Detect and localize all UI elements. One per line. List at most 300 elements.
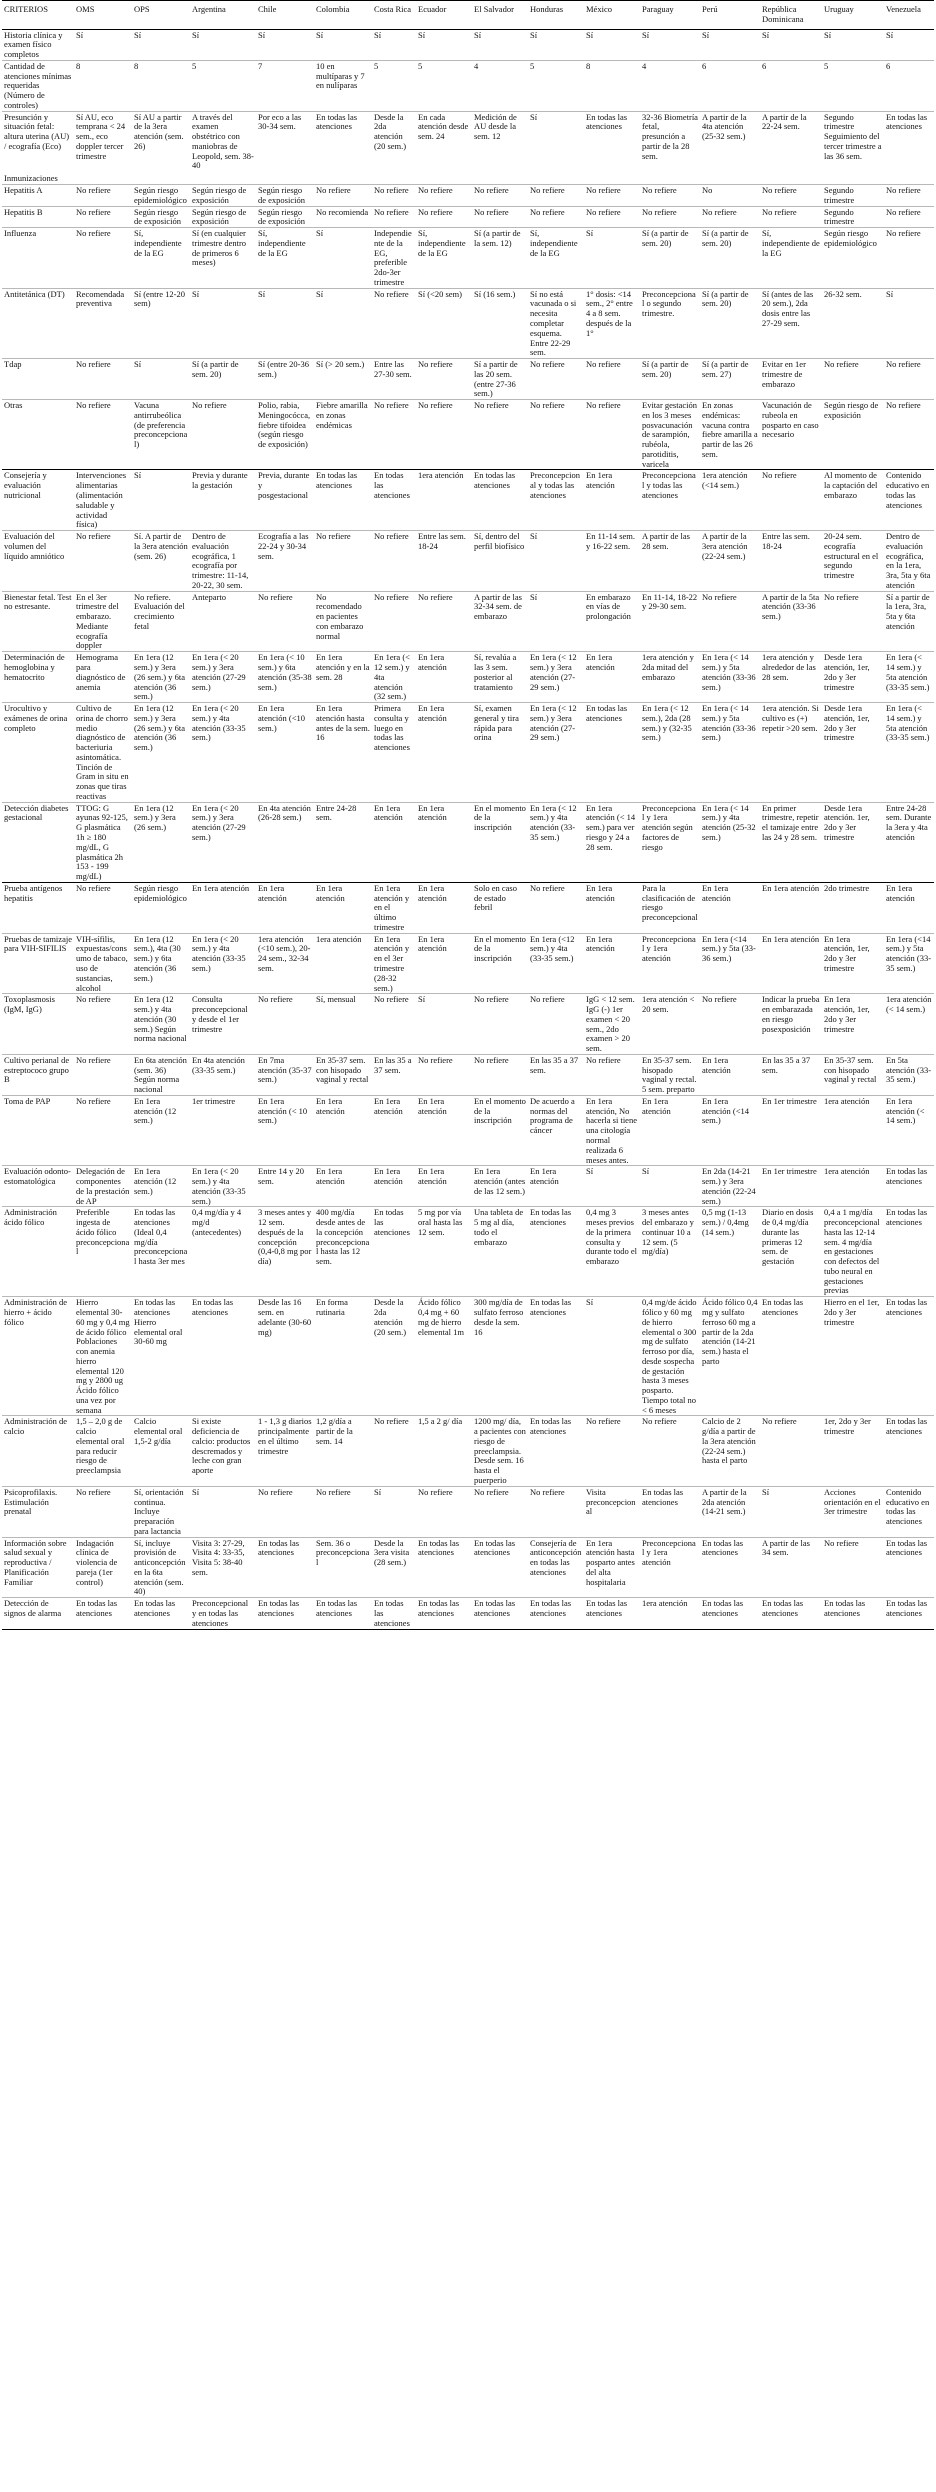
table-row — [2, 228, 934, 289]
value-cell: En 1era atención (12 sem.) — [132, 1166, 190, 1207]
value-cell: En todas las atenciones — [132, 1598, 190, 1629]
value-cell: Medición de AU desde la sem. 12 — [472, 111, 528, 171]
value-cell: Sí — [760, 1486, 822, 1537]
value-cell: Sí — [314, 29, 372, 60]
value-cell: En todas las atenciones — [760, 1297, 822, 1416]
criterion-cell: Urocultivo y exámenes de orina completo — [2, 703, 74, 803]
value-cell: No refiere — [640, 1416, 700, 1486]
value-cell: En 1era (<12 sem.) y 4ta (33-35 sem.) — [528, 933, 584, 994]
table-row — [2, 111, 934, 171]
value-cell: De acuerdo a normas del programa de cáncer — [528, 1095, 584, 1165]
value-cell: 4 — [472, 60, 528, 111]
value-cell: Sí — [190, 288, 256, 358]
column-header: Chile — [256, 1, 314, 30]
value-cell: No refiere — [416, 185, 472, 207]
value-cell: En todas las atenciones — [528, 1297, 584, 1416]
value-cell: Sí — [416, 994, 472, 1055]
value-cell: Sí — [256, 29, 314, 60]
value-cell: No refiere — [472, 206, 528, 228]
value-cell: 4 — [640, 60, 700, 111]
value-cell: 1° dosis: <14 sem., 2° entre 4 a 8 sem. después de la 1° — [584, 288, 640, 358]
value-cell: Según riesgo epidemiológico — [132, 882, 190, 933]
value-cell: En 1era atención (< 10 sem.) — [256, 1095, 314, 1165]
value-cell: Visita 3: 27-29, Visita 4: 33-35, Visita 5: 38-40 sem. — [190, 1537, 256, 1598]
criterion-cell: Determinación de hemoglobina y hematocrito — [2, 652, 74, 703]
value-cell: 1,2 g/día a partir de la sem. 14 — [314, 1416, 372, 1486]
value-cell: En 1era atención — [256, 882, 314, 933]
value-cell: 1,5 a 2 g/ día — [416, 1416, 472, 1486]
value-cell — [822, 171, 884, 184]
value-cell: 1era atención (< 14 sem.) — [884, 994, 934, 1055]
value-cell: No refiere — [74, 185, 132, 207]
value-cell: IgG < 12 sem. IgG (-) 1er examen < 20 sem., 2do examen > 20 sem. — [584, 994, 640, 1055]
value-cell: Desde 1era atención. 1er, 2do y 3er trimestre — [822, 802, 884, 882]
value-cell: En todas las atenciones — [584, 1598, 640, 1629]
value-cell: No refiere — [884, 400, 934, 470]
value-cell: Independiente de la EG, preferible 2do-3er trimestre — [372, 228, 416, 289]
value-cell: En 1era atención, No hacerla si tiene una citología normal realizada 6 meses antes. — [584, 1095, 640, 1165]
value-cell: Sí — [132, 29, 190, 60]
criterion-cell: Hepatitis A — [2, 185, 74, 207]
value-cell: 20-24 sem. ecografía estructural en el segundo trimestre — [822, 531, 884, 592]
value-cell: Sí — [584, 1166, 640, 1207]
criterion-cell: Presunción y situación fetal: altura uterina (AU) / ecografía (Eco) — [2, 111, 74, 171]
value-cell: En todas las atenciones (Ideal 0,4 mg/día preconcepcional hasta 3er mes — [132, 1207, 190, 1297]
table-row — [2, 1054, 934, 1095]
value-cell: No refiere — [472, 994, 528, 1055]
column-header: El Salvador — [472, 1, 528, 30]
value-cell: Consejería de anticoncepción en todas las atenciones — [528, 1537, 584, 1598]
value-cell: A partir de las 28 sem. — [640, 531, 700, 592]
value-cell: No refiere — [584, 1416, 640, 1486]
value-cell: En 1era atención — [640, 1095, 700, 1165]
value-cell: En todas las atenciones — [884, 1598, 934, 1629]
value-cell: En 1era atención — [416, 652, 472, 703]
value-cell: Sí, independiente de la EG — [256, 228, 314, 289]
value-cell: Según riesgo de exposición — [822, 400, 884, 470]
value-cell: En todas las atenciones — [884, 111, 934, 171]
value-cell: En 1era atención hasta antes de la sem. 16 — [314, 703, 372, 803]
value-cell: En 1era atención — [584, 470, 640, 531]
column-header: OMS — [74, 1, 132, 30]
table-row — [2, 1598, 934, 1629]
table-row — [2, 591, 934, 652]
value-cell: No refiere — [528, 400, 584, 470]
value-cell: Delegación de componentes de la prestación de AP — [74, 1166, 132, 1207]
value-cell: En todas las atenciones — [314, 1598, 372, 1629]
value-cell: En todas las atenciones — [472, 470, 528, 531]
value-cell: Vacunación de rubeola en posparto en caso necesario — [760, 400, 822, 470]
value-cell: En 1era (< 14 sem.) y 4ta atención (25-32 sem.) — [700, 802, 760, 882]
table-row — [2, 882, 934, 933]
value-cell: No refiere — [74, 1054, 132, 1095]
value-cell: Preconcepcional y 1era atención según factores de riesgo — [640, 802, 700, 882]
value-cell: 8 — [74, 60, 132, 111]
value-cell: Sí — [190, 29, 256, 60]
value-cell: No refiere — [416, 206, 472, 228]
value-cell: Sí a partir de las 20 sem. (entre 27-36 sem.) — [472, 359, 528, 400]
value-cell: A través del examen obstétrico con maniobras de Leopold, sem. 38- 40 — [190, 111, 256, 171]
value-cell: Una tableta de 5 mg al día, todo el embarazo — [472, 1207, 528, 1297]
value-cell: Según riesgo de exposición — [256, 185, 314, 207]
value-cell: Sí — [884, 288, 934, 358]
criterion-cell: Otras — [2, 400, 74, 470]
value-cell: En 4ta atención (26-28 sem.) — [256, 802, 314, 882]
value-cell: En todas las atenciones — [372, 1207, 416, 1297]
column-header: Uruguay — [822, 1, 884, 30]
value-cell: En todas las atenciones — [884, 1207, 934, 1297]
value-cell: Sí AU, eco temprana < 24 sem., eco doppler tercer trimestre — [74, 111, 132, 171]
value-cell: No refiere — [314, 531, 372, 592]
table-row — [2, 1537, 934, 1598]
value-cell: No refiere — [256, 994, 314, 1055]
criterion-cell: Historia clínica y examen físico completos — [2, 29, 74, 60]
value-cell: Sí (a partir de sem. 27) — [700, 359, 760, 400]
column-header: Argentina — [190, 1, 256, 30]
value-cell — [132, 171, 190, 184]
value-cell: En todas las atenciones — [884, 1537, 934, 1598]
criterion-cell: Administración de hierro + ácido fólico — [2, 1297, 74, 1416]
value-cell: En 1era (12 sem.) y 3era (26 sem.) y 6ta atención (36 sem.) — [132, 652, 190, 703]
value-cell: En 1era atención (< 14 sem.) para ver riesgo y 24 a 28 sem. — [584, 802, 640, 882]
value-cell: No refiere — [884, 359, 934, 400]
value-cell: Primera consulta y luego en todas las atenciones — [372, 703, 416, 803]
value-cell: Sí (16 sem.) — [472, 288, 528, 358]
table-row — [2, 1486, 934, 1537]
value-cell: 5 — [190, 60, 256, 111]
value-cell: En primer trimestre, repetir el tamizaje entre las 24 y 28 sem. — [760, 802, 822, 882]
value-cell — [700, 171, 760, 184]
value-cell: En 1era atención — [700, 882, 760, 933]
value-cell: 5 — [528, 60, 584, 111]
prenatal-care-criteria-table — [2, 0, 934, 1630]
value-cell: En 1era (< 20 sem.) y 3era atención (27-29 sem.) — [190, 802, 256, 882]
value-cell: En 1era atención y en el 3er trimestre (28-32 sem.) — [372, 933, 416, 994]
value-cell: Fiebre amarilla en zonas endémicas — [314, 400, 372, 470]
value-cell: Segundo trimestre Seguimiento del tercer trimestre a las 36 sem. — [822, 111, 884, 171]
value-cell: Sí — [584, 1297, 640, 1416]
value-cell: No refiere. Evaluación del crecimiento fetal — [132, 591, 190, 652]
value-cell: Preconcepcional y todas las atenciones — [528, 470, 584, 531]
value-cell: Sí (> 20 sem.) — [314, 359, 372, 400]
value-cell: En todas las atenciones Hierro elemental oral 30-60 mg — [132, 1297, 190, 1416]
value-cell: No refiere — [760, 470, 822, 531]
value-cell: No refiere — [190, 400, 256, 470]
value-cell: En todas las atenciones — [640, 1486, 700, 1537]
value-cell: En embarazo en vías de prolongación — [584, 591, 640, 652]
value-cell: En 1era atención — [416, 933, 472, 994]
value-cell: En 1era atención — [314, 1166, 372, 1207]
value-cell: 1 - 1,3 g diarios principalmente en el último trimestre — [256, 1416, 314, 1486]
table-row — [2, 185, 934, 207]
criterion-cell: Detección de signos de alarma — [2, 1598, 74, 1629]
value-cell: Según riesgo de exposición — [256, 206, 314, 228]
value-cell: Sí — [528, 111, 584, 171]
value-cell: En 1era (< 12 sem.), 2da (28 sem.) y (32-35 sem.) — [640, 703, 700, 803]
value-cell: Evitar en 1er trimestre de embarazo — [760, 359, 822, 400]
criterion-cell: Toxoplasmosis (IgM, IgG) — [2, 994, 74, 1055]
value-cell — [528, 171, 584, 184]
value-cell: Entre 24-28 sem. Durante la 3era y 4ta atención — [884, 802, 934, 882]
value-cell: En 1era (< 12 sem.) y 4ta atención (33-35 sem.) — [528, 802, 584, 882]
value-cell: No refiere — [528, 1486, 584, 1537]
table-row — [2, 60, 934, 111]
value-cell: En 1era atención — [372, 1095, 416, 1165]
value-cell: No refiere — [584, 206, 640, 228]
value-cell: No refiere — [256, 1486, 314, 1537]
value-cell: En 1era atención, 1er, 2do y 3er trimestre — [822, 933, 884, 994]
value-cell: En 1era atención — [416, 1166, 472, 1207]
value-cell — [884, 171, 934, 184]
table-row — [2, 531, 934, 592]
value-cell: Sí (entre 12-20 sem) — [132, 288, 190, 358]
value-cell: Sí, revalúa a las 3 sem. posterior al tratamiento — [472, 652, 528, 703]
criterion-cell: Hepatitis B — [2, 206, 74, 228]
value-cell: No refiere — [584, 400, 640, 470]
value-cell: Sí, dentro del perfil biofísico — [472, 531, 528, 592]
value-cell: 5 — [372, 60, 416, 111]
value-cell: 6 — [700, 60, 760, 111]
value-cell: En todas las atenciones — [528, 1416, 584, 1486]
value-cell: Intervenciones alimentarias (alimentación saludable y actividad física) — [74, 470, 132, 531]
value-cell: 1era atención — [822, 1095, 884, 1165]
value-cell: En 1er trimestre — [760, 1095, 822, 1165]
table-row — [2, 1207, 934, 1297]
value-cell: No recomendado en pacientes con embarazo normal — [314, 591, 372, 652]
value-cell: Sí no está vacunada o si necesita completar esquema. Entre 22-29 sem. — [528, 288, 584, 358]
value-cell: 1era atención. Si cultivo es (+) repetir >20 sem. — [760, 703, 822, 803]
value-cell: Sí (a partir de la sem. 12) — [472, 228, 528, 289]
value-cell: En todas las atenciones — [584, 111, 640, 171]
value-cell: Entre 14 y 20 sem. — [256, 1166, 314, 1207]
value-cell — [760, 171, 822, 184]
value-cell: Hemograma para diagnóstico de anemia — [74, 652, 132, 703]
value-cell: No refiere — [822, 591, 884, 652]
value-cell: Hierro elemental 30-60 mg y 0,4 mg de ácido fólico Poblaciones con anemia hierro elemental 120 mg y 2800 ug Ácido fólico una vez por semana — [74, 1297, 132, 1416]
value-cell: En todas las atenciones — [472, 1598, 528, 1629]
value-cell: No refiere — [760, 1416, 822, 1486]
table-row — [2, 359, 934, 400]
value-cell: En 2da (14-21 sem.) y 3era atención (22-24 sem.) — [700, 1166, 760, 1207]
value-cell: En todas las atenciones — [314, 470, 372, 531]
value-cell — [314, 171, 372, 184]
criterion-cell: Prueba antígenos hepatitis — [2, 882, 74, 933]
value-cell: Sí AU a partir de la 3era atención (sem. 26) — [132, 111, 190, 171]
value-cell: Contenido educativo en todas las atenciones — [884, 470, 934, 531]
value-cell: No refiere — [74, 994, 132, 1055]
value-cell: Preferible ingesta de ácido fólico preconcepcional — [74, 1207, 132, 1297]
value-cell: En todas las atenciones — [884, 1166, 934, 1207]
value-cell: En 1era atención — [372, 802, 416, 882]
value-cell: Evitar gestación en los 3 meses posvacunación de sarampión, rubéola, parotiditis, varicela — [640, 400, 700, 470]
column-header: Costa Rica — [372, 1, 416, 30]
value-cell: En 1era atención (<14 sem.) — [700, 1095, 760, 1165]
value-cell: Sí (a partir de sem. 20) — [190, 359, 256, 400]
criterion-cell: Cantidad de atenciones mínimas requeridas (Número de controles) — [2, 60, 74, 111]
value-cell: Entre las sem. 18-24 — [760, 531, 822, 592]
value-cell: En 1era (< 10 sem.) y 6ta atención (35-38 sem.) — [256, 652, 314, 703]
criterion-cell: Tdap — [2, 359, 74, 400]
value-cell: No refiere — [74, 228, 132, 289]
value-cell: Segundo trimestre — [822, 185, 884, 207]
value-cell: Sí, independiente de la EG — [416, 228, 472, 289]
value-cell: No refiere — [822, 1537, 884, 1598]
value-cell: En todas las atenciones — [372, 470, 416, 531]
value-cell: En 1era atención — [700, 1054, 760, 1095]
value-cell: A partir de las 34 sem. — [760, 1537, 822, 1598]
value-cell: En todas las atenciones — [884, 1416, 934, 1486]
value-cell: Si existe deficiencia de calcio: productos descremados y leche con gran aporte — [190, 1416, 256, 1486]
value-cell: 6 — [760, 60, 822, 111]
table-row — [2, 1297, 934, 1416]
value-cell: Sí (a partir de sem. 20) — [640, 359, 700, 400]
value-cell: En todas las atenciones — [256, 1598, 314, 1629]
value-cell: En 35-37 sem. hisopado vaginal y rectal. 5 sem. preparto — [640, 1054, 700, 1095]
value-cell: No refiere — [74, 1095, 132, 1165]
value-cell: En 1era (< 14 sem.) y 5ta atención (33-36 sem.) — [700, 652, 760, 703]
value-cell: En todas las atenciones — [416, 1598, 472, 1629]
value-cell: Desde 1era atención, 1er, 2do y 3er trimestre — [822, 652, 884, 703]
column-header: República Dominicana — [760, 1, 822, 30]
value-cell: Sí, incluye provisión de anticoncepción en la 6ta atención (sem. 40) — [132, 1537, 190, 1598]
value-cell: Sí (antes de las 20 sem.), 2da dosis entre las 27-29 sem. — [760, 288, 822, 358]
value-cell: En 1era atención — [584, 652, 640, 703]
value-cell: Anteparto — [190, 591, 256, 652]
value-cell: Vacuna antirrubeólica (de preferencia preconcepcional) — [132, 400, 190, 470]
value-cell: En 4ta atención (33-35 sem.) — [190, 1054, 256, 1095]
value-cell: En todas las atenciones — [416, 1537, 472, 1598]
value-cell: 1era atención (<14 sem.) — [700, 470, 760, 531]
value-cell: Sí, independiente de la EG — [760, 228, 822, 289]
value-cell — [74, 171, 132, 184]
value-cell: Según riesgo epidemiológico — [132, 185, 190, 207]
value-cell: 10 en multíparas y 7 en nulíparas — [314, 60, 372, 111]
value-cell: VIH-sífilis, expuestas/consumo de tabaco, uso de sustancias, alcohol — [74, 933, 132, 994]
value-cell: Indicar la prueba en embarazada en riesgo posexposición — [760, 994, 822, 1055]
value-cell: Sí. A partir de la 3era atención (sem. 26) — [132, 531, 190, 592]
value-cell: Segundo trimestre — [822, 206, 884, 228]
column-header: Colombia — [314, 1, 372, 30]
criterion-cell: Evaluación del volumen del líquido amniótico — [2, 531, 74, 592]
value-cell: No refiere — [372, 1416, 416, 1486]
value-cell — [584, 171, 640, 184]
value-cell: A partir de las 32-34 sem. de embarazo — [472, 591, 528, 652]
value-cell: Hierro en el 1er, 2do y 3er trimestre — [822, 1297, 884, 1416]
value-cell: Según riesgo epidemiológico — [822, 228, 884, 289]
value-cell: Sí (a partir de sem. 20) — [640, 228, 700, 289]
value-cell: Consulta preconcepcional y desde el 1er trimestre — [190, 994, 256, 1055]
criterion-cell: Información sobre salud sexual y reproductiva / Planificación Familiar — [2, 1537, 74, 1598]
criterion-cell: Psicoprofilaxis. Estimulación prenatal — [2, 1486, 74, 1537]
value-cell: 1era atención — [314, 933, 372, 994]
value-cell: En 1era (< 20 sem.) y 4ta atención (33-35 sem.) — [190, 1166, 256, 1207]
value-cell: No refiere — [74, 400, 132, 470]
value-cell: 0,4 a 1 mg/día preconcepcional hasta las 12-14 sem. 4 mg/día en gestaciones con defectos del tubo neural en gestaciones previas — [822, 1207, 884, 1297]
value-cell: Desde la 2da atención (20 sem.) — [372, 1297, 416, 1416]
value-cell: A partir de la 2da atención (14-21 sem.) — [700, 1486, 760, 1537]
value-cell: No refiere — [528, 882, 584, 933]
value-cell: Calcio de 2 g/día a partir de la 3era atención (22-24 sem.) hasta el parto — [700, 1416, 760, 1486]
value-cell: Sem. 36 o preconcepcional — [314, 1537, 372, 1598]
table-row — [2, 1095, 934, 1165]
value-cell: No refiere — [372, 531, 416, 592]
value-cell: No refiere — [760, 185, 822, 207]
value-cell: Sí — [760, 29, 822, 60]
value-cell: No refiere — [372, 591, 416, 652]
value-cell: No refiere — [372, 994, 416, 1055]
value-cell: En las 35 a 37 sem. — [760, 1054, 822, 1095]
value-cell: Sí — [584, 228, 640, 289]
value-cell: En 1era atención — [584, 933, 640, 994]
value-cell: En el momento de la inscripción — [472, 1095, 528, 1165]
value-cell: 1era atención y 2da mitad del embarazo — [640, 652, 700, 703]
value-cell: Ácido fólico 0,4 mg y sulfato ferroso 60 mg a partir de la 2da atención (14-21 sem.) hasta el parto — [700, 1297, 760, 1416]
value-cell: Desde 1era atención, 1er, 2do y 3er trimestre — [822, 703, 884, 803]
value-cell: En 1era atención — [416, 882, 472, 933]
value-cell: No refiere — [528, 359, 584, 400]
value-cell: Por eco a las 30-34 sem. — [256, 111, 314, 171]
value-cell: En 1era atención — [190, 882, 256, 933]
value-cell: Sí — [528, 531, 584, 592]
value-cell: A partir de la 5ta atención (33-36 sem.) — [760, 591, 822, 652]
value-cell: No refiere — [584, 1054, 640, 1095]
table-row — [2, 994, 934, 1055]
value-cell: En 1era atención — [416, 802, 472, 882]
value-cell: No refiere — [314, 185, 372, 207]
value-cell: 5 — [416, 60, 472, 111]
value-cell: En 1era atención (antes de las 12 sem.) — [472, 1166, 528, 1207]
value-cell: No refiere — [884, 228, 934, 289]
value-cell: En 1era (<14 sem.) y 5ta (33-36 sem.) — [700, 933, 760, 994]
value-cell: Sí (en cualquier trimestre dentro de primeros 6 meses) — [190, 228, 256, 289]
criterion-cell: Inmunizaciones — [4, 173, 58, 184]
value-cell: No refiere — [372, 206, 416, 228]
value-cell: Contenido educativo en todas las atenciones — [884, 1486, 934, 1537]
table-row — [2, 703, 934, 803]
value-cell: En 1era (< 14 sem.) y 5ta atención (33-35 sem.) — [884, 703, 934, 803]
value-cell: En todas las atenciones — [760, 1598, 822, 1629]
value-cell: No recomienda — [314, 206, 372, 228]
table-row — [2, 206, 934, 228]
value-cell: Sí — [372, 29, 416, 60]
value-cell: 1er, 2do y 3er trimestre — [822, 1416, 884, 1486]
value-cell: En 1era (12 sem.) y 4ta atención (30 sem.) Según norma nacional — [132, 994, 190, 1055]
value-cell: En 7ma atención (35-37 sem.) — [256, 1054, 314, 1095]
value-cell: En 35-37 sem. con hisopado vaginal y rectal — [822, 1054, 884, 1095]
value-cell: Dentro de evaluación ecográfica, en la 1era, 3ra, 5ta y 6ta atención — [884, 531, 934, 592]
value-cell: No refiere — [528, 994, 584, 1055]
value-cell: En 1era (12 sem.), 4ta (30 sem.) y 6ta atención (36 sem.) — [132, 933, 190, 994]
value-cell: En el 3er trimestre del embarazo. Mediante ecografía doppler — [74, 591, 132, 652]
value-cell: Previa y durante la gestación — [190, 470, 256, 531]
value-cell: No refiere — [74, 359, 132, 400]
value-cell: No — [700, 185, 760, 207]
value-cell: En 1era atención y en la sem. 28 — [314, 652, 372, 703]
value-cell: Preconcepcional y todas las atenciones — [640, 470, 700, 531]
value-cell: A partir de la 3era atención (22-24 sem.) — [700, 531, 760, 592]
value-cell: 3 meses antes y 12 sem. después de la concepción (0,4-0,8 mg por día) — [256, 1207, 314, 1297]
value-cell: No refiere — [472, 185, 528, 207]
value-cell: En 1era (< 14 sem.) y 5ta atención (33-35 sem.) — [884, 652, 934, 703]
value-cell: 0,4 mg 3 meses previos de la primera consulta y durante todo el embarazo — [584, 1207, 640, 1297]
value-cell: Según riesgo de exposición — [132, 206, 190, 228]
value-cell: Visita preconcepcional — [584, 1486, 640, 1537]
value-cell: En todas las atenciones — [822, 1598, 884, 1629]
value-cell: Sí — [132, 470, 190, 531]
header-row — [2, 1, 934, 30]
value-cell: Al momento de la captación del embarazo — [822, 470, 884, 531]
table-row — [2, 652, 934, 703]
